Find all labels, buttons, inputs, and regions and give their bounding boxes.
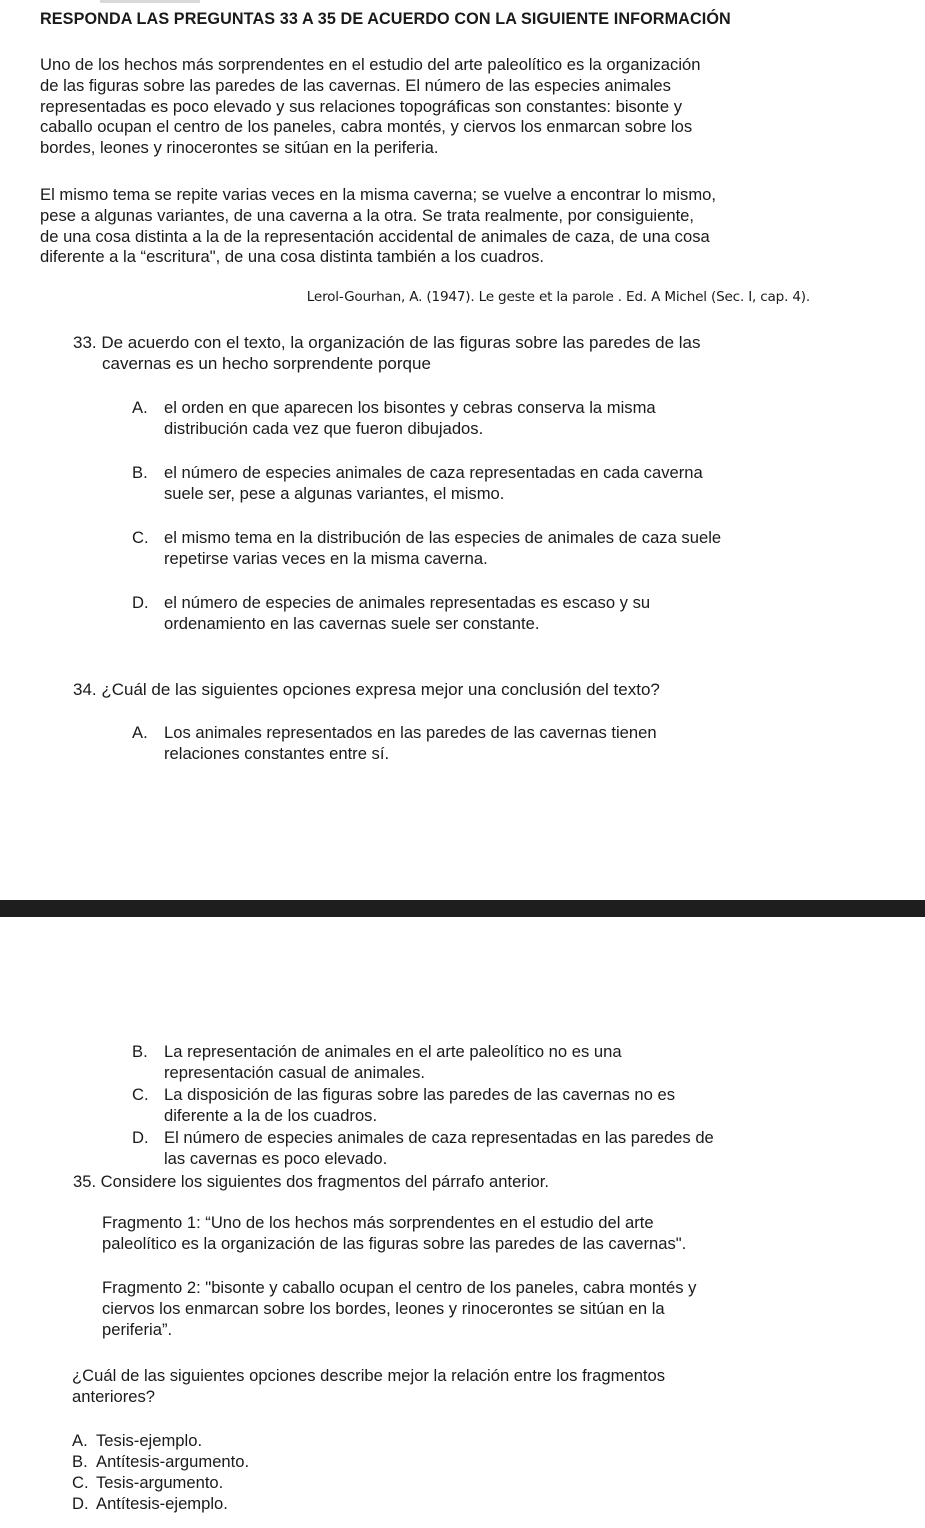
passage-line: de una cosa distinta a la de la representación accidental de animales de caza, de una cosa <box>40 226 710 246</box>
passage-line: diferente a la “escritura", de una cosa distinta también a los cuadros. <box>40 247 544 267</box>
option-text <box>164 722 804 764</box>
option-text: Tesis-argumento. <box>96 1473 224 1492</box>
option-letter: B. <box>72 1452 88 1471</box>
option-line: relaciones constantes entre sí. <box>164 744 390 763</box>
question-line: anteriores? <box>72 1386 156 1406</box>
fragment-line: paleolítico es la organización de las figuras sobre las paredes de las cavernas". <box>102 1233 687 1253</box>
option-line: La disposición de las figuras sobre las paredes de las cavernas no es <box>164 1085 676 1104</box>
q35-question <box>72 1366 832 1408</box>
q35-option-b[interactable] <box>72 1452 249 1473</box>
passage-paragraph-1 <box>40 55 800 159</box>
option-letter: A. <box>72 1431 88 1450</box>
fragment-line: Fragmento 1: “Uno de los hechos más sorprendentes en el estudio del arte <box>102 1213 654 1232</box>
page-break-bar <box>0 900 925 917</box>
passage-paragraph-2 <box>40 185 800 268</box>
passage-line: caballo ocupan el centro de los paneles, cabra montés, y ciervos los enmarcan sobre los <box>40 117 693 137</box>
option-line: suele ser, pese a algunas variantes, el mismo. <box>164 484 505 503</box>
citation: Lerol-Gourhan, A. (1947). Le geste et la parole . Ed. A Michel (Sec. I, cap. 4). <box>306 289 810 305</box>
option-line: el mismo tema en la distribución de las especies de animales de caza suele <box>164 528 722 547</box>
option-text: Antítesis-ejemplo. <box>96 1494 228 1513</box>
option-letter: C. <box>132 528 149 547</box>
fragment-line: ciervos los enmarcan sobre los bordes, leones y rinocerontes se sitúan en la <box>102 1298 665 1318</box>
option-text <box>164 592 804 634</box>
q35-option-a[interactable] <box>72 1431 202 1452</box>
option-line: diferente a la de los cuadros. <box>164 1106 378 1125</box>
option-line: el orden en que aparecen los bisontes y cebras conserva la misma <box>164 398 656 417</box>
q35-fragment-2 <box>102 1278 802 1340</box>
option-text <box>164 1084 804 1126</box>
q35-fragment-1 <box>102 1213 802 1255</box>
option-text: Antítesis-argumento. <box>96 1452 250 1471</box>
option-text <box>164 462 804 504</box>
passage-line: Uno de los hechos más sorprendentes en el estudio del arte paleolítico es la organización <box>40 55 701 74</box>
passage-line: El mismo tema se repite varias veces en la misma caverna; se vuelve a encontrar lo mismo, <box>40 185 716 204</box>
option-letter: C. <box>132 1085 149 1104</box>
passage-line: representadas es poco elevado y sus relaciones topográficas son constantes: bisonte y <box>40 96 683 116</box>
option-letter: C. <box>72 1473 89 1492</box>
passage-line: bordes, leones y rinocerontes se sitúan en la periferia. <box>40 138 439 158</box>
q35-option-c[interactable] <box>72 1473 223 1494</box>
q33-stem <box>73 332 833 374</box>
option-line: La representación de animales en el arte paleolítico no es una <box>164 1042 622 1061</box>
option-line: el número de especies animales de caza representadas en cada caverna <box>164 463 703 482</box>
option-text <box>164 397 804 439</box>
option-line: distribución cada vez que fueron dibujados. <box>164 419 484 438</box>
q35-option-d[interactable] <box>72 1494 228 1515</box>
q35-stem: 35. Considere los siguientes dos fragmentos del párrafo anterior. <box>73 1172 549 1191</box>
q34-stem: 34. ¿Cuál de las siguientes opciones expresa mejor una conclusión del texto? <box>73 680 660 699</box>
section-heading: RESPONDA LAS PREGUNTAS 33 A 35 DE ACUERDO CON LA SIGUIENTE INFORMACIÓN <box>40 10 731 28</box>
option-letter: D. <box>132 1128 149 1147</box>
option-line: repetirse varias veces en la misma caverna. <box>164 549 488 568</box>
q33-stem-line: 33. De acuerdo con el texto, la organización de las figuras sobre las paredes de las <box>73 333 701 352</box>
option-letter: B. <box>132 1042 148 1061</box>
option-letter: D. <box>132 593 149 612</box>
fragment-line: Fragmento 2: "bisonte y caballo ocupan el centro de los paneles, cabra montés y <box>102 1278 697 1297</box>
option-text <box>164 527 804 569</box>
q33-stem-line: cavernas es un hecho sorprendente porque <box>102 354 431 373</box>
passage-line: de las figuras sobre las paredes de las cavernas. El número de las especies animales <box>40 75 671 95</box>
option-line: Los animales representados en las paredes de las cavernas tienen <box>164 723 657 742</box>
passage-line: pese a algunas variantes, de una caverna a la otra. Se trata realmente, por consiguiente, <box>40 205 695 225</box>
top-edge-mark <box>100 0 200 3</box>
question-line: ¿Cuál de las siguientes opciones describe mejor la relación entre los fragmentos <box>72 1366 666 1385</box>
option-line: el número de especies de animales representadas es escaso y su <box>164 593 651 612</box>
fragment-line: periferia”. <box>102 1319 173 1339</box>
option-letter: A. <box>132 398 148 417</box>
option-letter: A. <box>132 723 148 742</box>
option-text <box>164 1041 804 1083</box>
option-letter: D. <box>72 1494 89 1513</box>
option-letter: B. <box>132 463 148 482</box>
option-text: Tesis-ejemplo. <box>96 1431 203 1450</box>
option-text <box>164 1127 804 1169</box>
option-line: El número de especies animales de caza representadas en las paredes de <box>164 1128 714 1147</box>
option-line: ordenamiento en las cavernas suele ser constante. <box>164 614 540 633</box>
option-line: representación casual de animales. <box>164 1063 426 1082</box>
option-line: las cavernas es poco elevado. <box>164 1149 388 1168</box>
